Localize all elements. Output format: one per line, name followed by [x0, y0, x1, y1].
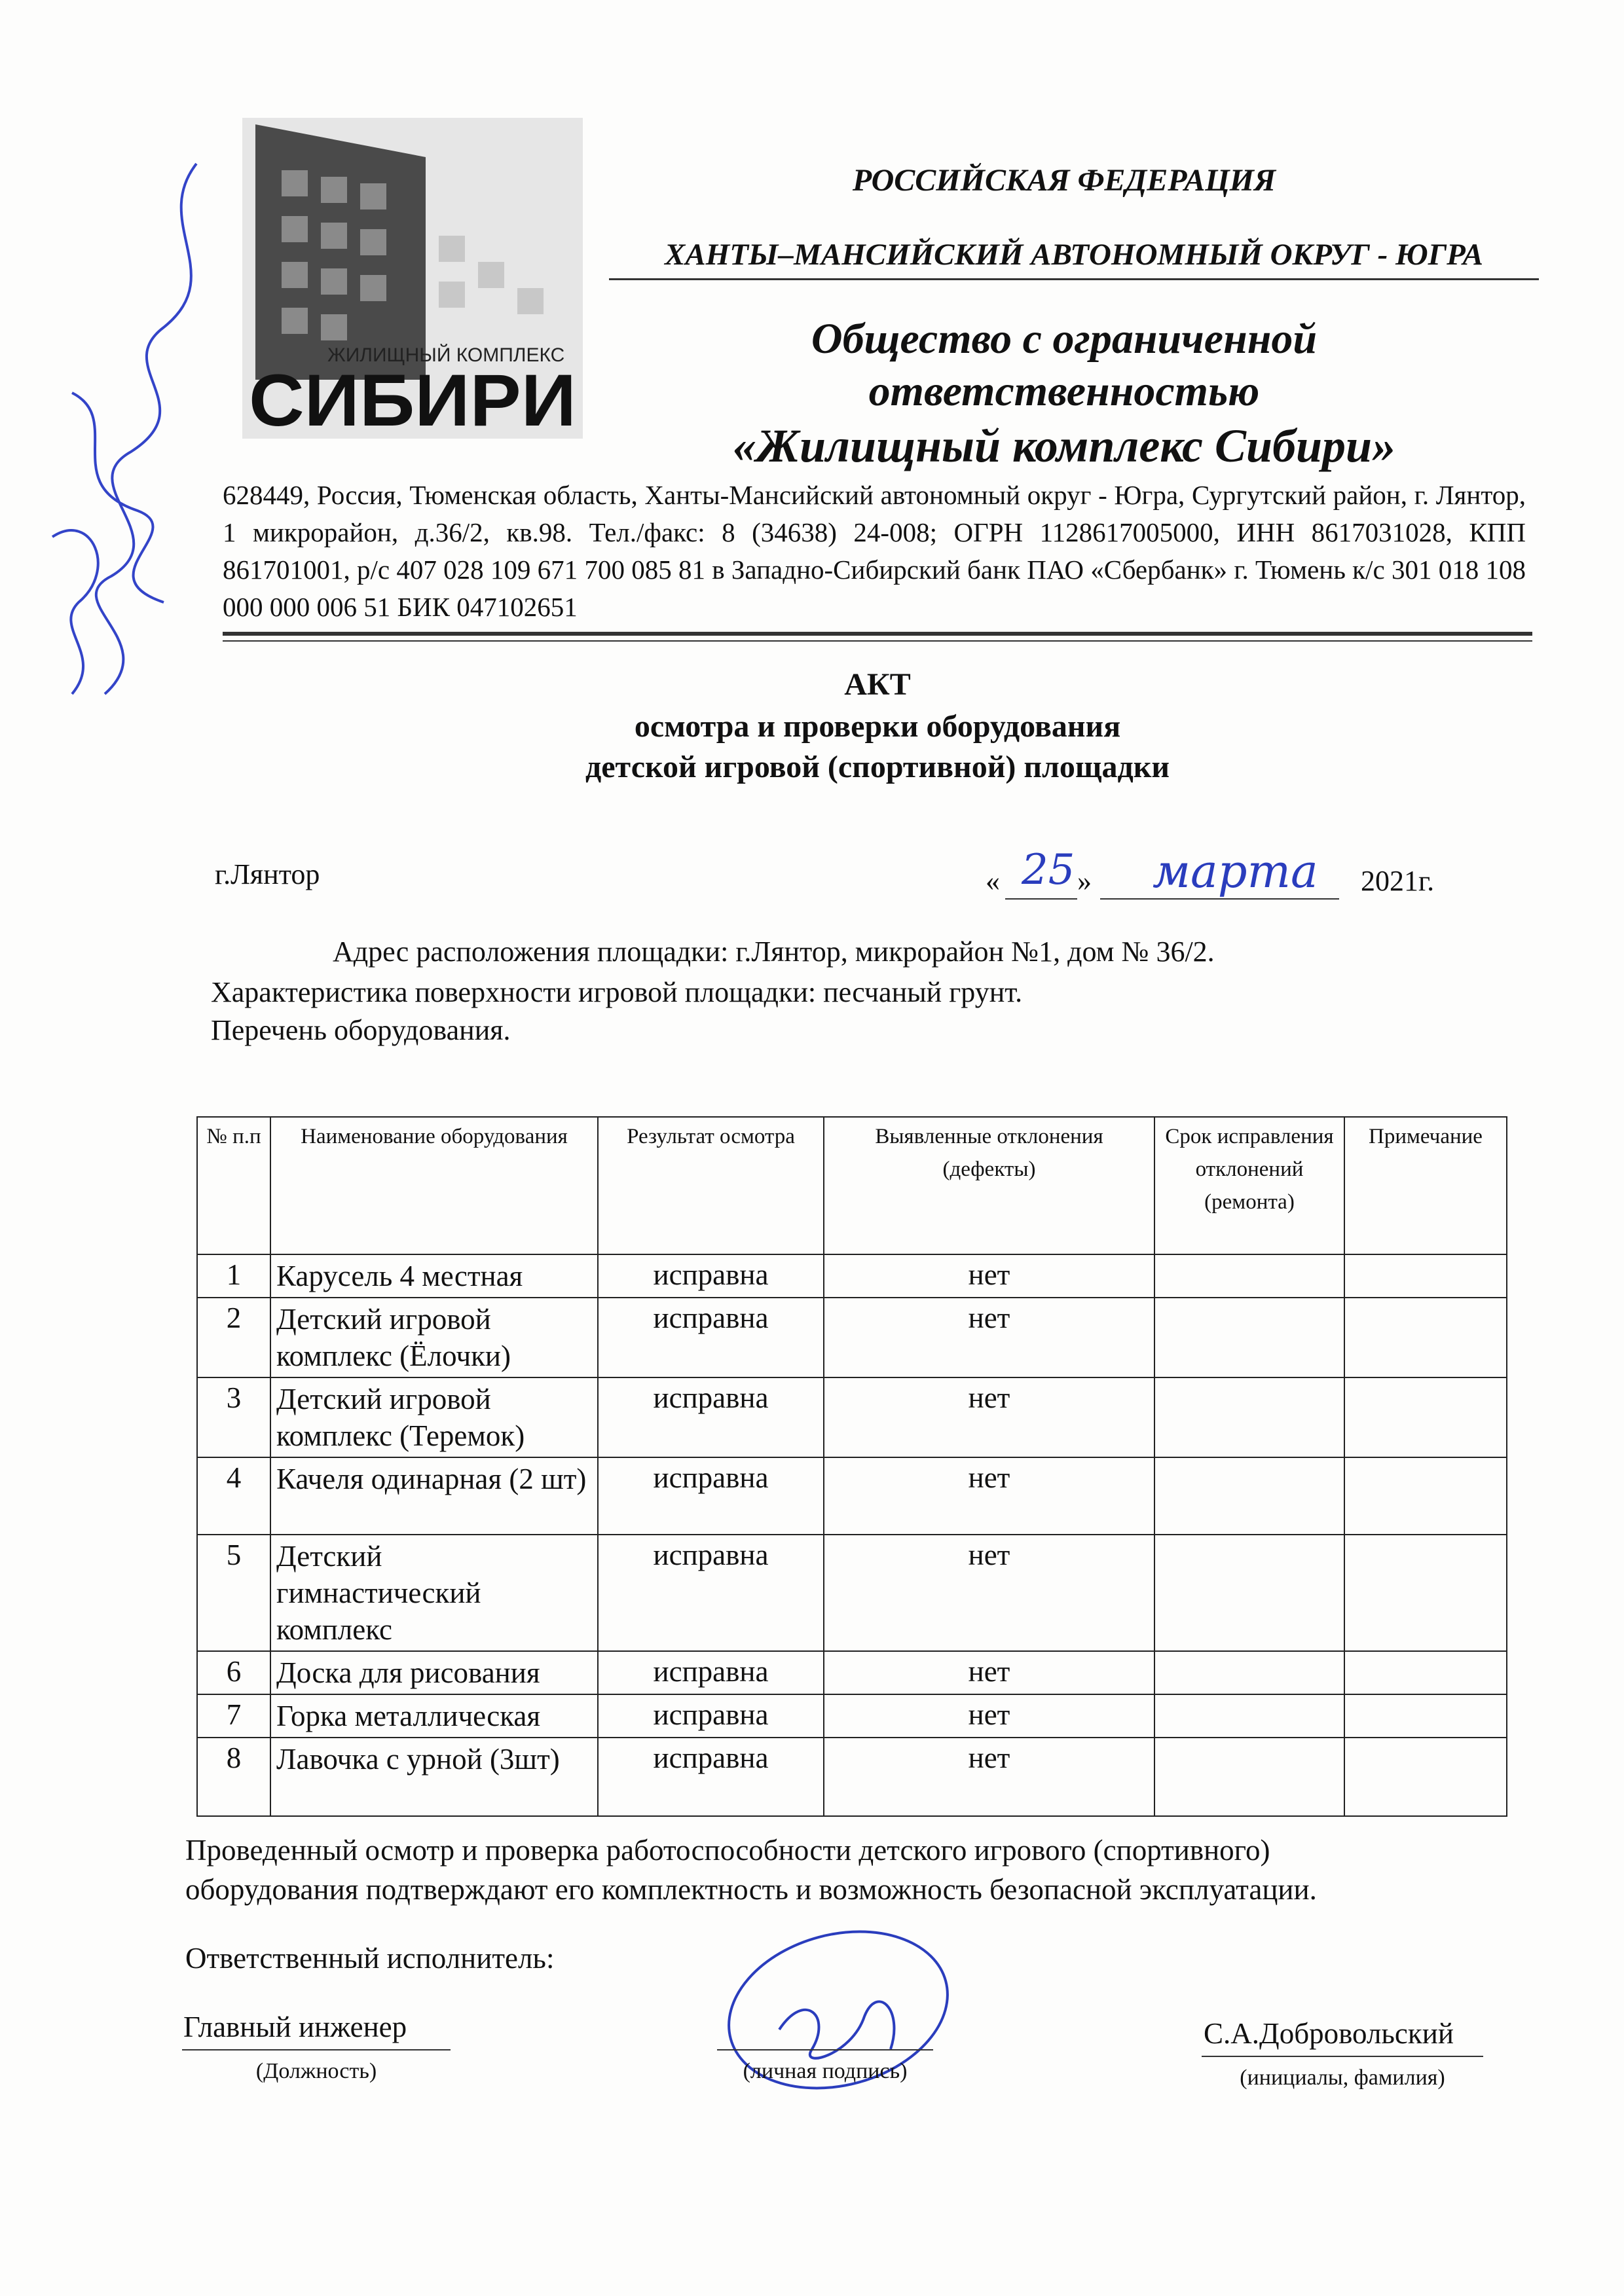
logo-top-text: ЖИЛИЩНЫЙ КОМПЛЕКС [327, 344, 565, 366]
row-term [1154, 1694, 1344, 1738]
row-term [1154, 1457, 1344, 1535]
row-name: Карусель 4 местная [270, 1254, 598, 1298]
header-divider-thin [223, 640, 1532, 642]
position-value: Главный инженер [183, 2011, 407, 2043]
org-name-line1: Общество с ограниченной [811, 315, 1318, 363]
row-term [1154, 1254, 1344, 1298]
col-header-result: Результат осмотра [598, 1117, 824, 1254]
act-subtitle-2: детской игровой (спортивной) площадки [585, 750, 1170, 784]
row-number: 3 [197, 1377, 270, 1457]
col-header-number: № п.п [197, 1117, 270, 1254]
col-header-term: Срок исправления отклонений (ремонта) [1154, 1117, 1344, 1254]
row-result: исправна [598, 1298, 824, 1377]
position-underline [182, 2049, 451, 2050]
row-name: Лавочка с урной (3шт) [270, 1738, 598, 1816]
row-note [1344, 1254, 1507, 1298]
row-name: Детский игровой комплекс (Теремок) [270, 1377, 598, 1457]
row-name: Горка металлическая [270, 1694, 598, 1738]
row-defects: нет [824, 1457, 1154, 1535]
row-name: Доска для рисования [270, 1651, 598, 1694]
date-year: 2021г. [1361, 865, 1435, 897]
row-note [1344, 1694, 1507, 1738]
date-day-underline [1005, 898, 1077, 900]
row-result: исправна [598, 1694, 824, 1738]
row-number: 1 [197, 1254, 270, 1298]
row-defects: нет [824, 1535, 1154, 1651]
row-defects: нет [824, 1254, 1154, 1298]
row-term [1154, 1377, 1344, 1457]
act-title: АКТ [844, 667, 911, 702]
signature-underline [717, 2049, 933, 2050]
logo-main-text: СИБИРИ [249, 359, 576, 439]
row-note [1344, 1651, 1507, 1694]
table-row [197, 1254, 1507, 1298]
country-heading: РОССИЙСКАЯ ФЕДЕРАЦИЯ [852, 163, 1276, 198]
company-logo [242, 118, 583, 439]
company-requisites: 628449, Россия, Тюменская область, Ханты-Мансийский автономный округ - Югра, Сургутский район, г. Лянтор, 1 микрорайон, д.36/2, кв.98. Тел./факс: 8 (34638) 24-008; ОГРН 1128617005000, ИНН 8617031028, КПП 861701001, р/с 407 028 109 671 700 085 81 в Западно-Сибирский банк ПАО «Сбербанк» г. Тюмень к/с 301 018 108 000 000 006 51 БИК 047102651 [223, 480, 1526, 622]
row-defects: нет [824, 1738, 1154, 1816]
equipment-table [196, 1116, 1507, 1817]
row-defects: нет [824, 1298, 1154, 1377]
row-name: Детский игровой комплекс (Ёлочки) [270, 1298, 598, 1377]
position-caption: (Должность) [255, 2059, 377, 2083]
row-name: Качеля одинарная (2 шт) [270, 1457, 598, 1535]
row-number: 6 [197, 1651, 270, 1694]
act-subtitle-1: осмотра и проверки оборудования [634, 709, 1121, 744]
col-header-note: Примечание [1344, 1117, 1507, 1254]
org-name-line2: ответственностью [868, 367, 1260, 415]
date-day: 25 [1022, 846, 1075, 894]
conclusion-line-1: Проведенный осмотр и проверка работоспособности детского игрового (спортивного) [185, 1834, 1270, 1867]
row-note [1344, 1377, 1507, 1457]
row-name: Детский гимнастический комплекс [270, 1535, 598, 1651]
row-defects: нет [824, 1694, 1154, 1738]
signer-name-caption: (инициалы, фамилия) [1240, 2066, 1445, 2090]
col-header-defects: Выявленные отклонения (дефекты) [824, 1117, 1154, 1254]
row-number: 7 [197, 1694, 270, 1738]
date-month-underline [1100, 898, 1339, 900]
row-term [1154, 1298, 1344, 1377]
region-underline [609, 278, 1539, 280]
table-row [197, 1298, 1507, 1377]
row-note [1344, 1298, 1507, 1377]
table-row [197, 1377, 1507, 1457]
table-row [197, 1651, 1507, 1694]
equipment-list-label: Перечень оборудования. [211, 1014, 511, 1046]
responsible-label: Ответственный исполнитель: [185, 1942, 555, 1975]
header-divider-thick [223, 632, 1532, 636]
org-name-line3: «Жилищный комплекс Сибири» [732, 420, 1396, 472]
signature-caption: (личная подпись) [743, 2059, 908, 2083]
col-header-name: Наименование оборудования [270, 1117, 598, 1254]
date-month: марта [1153, 845, 1318, 898]
row-number: 4 [197, 1457, 270, 1535]
date-quote-close: » [1077, 865, 1092, 897]
row-defects: нет [824, 1651, 1154, 1694]
row-term [1154, 1535, 1344, 1651]
row-note [1344, 1457, 1507, 1535]
date-quote-open: « [986, 865, 1000, 897]
surface-description: Характеристика поверхности игровой площадки: песчаный грунт. [211, 976, 1023, 1008]
conclusion-line-2: оборудования подтверждают его комплектность и возможность безопасной эксплуатации. [185, 1873, 1317, 1906]
row-note [1344, 1738, 1507, 1816]
signer-name-underline [1202, 2056, 1483, 2057]
building-logo-icon [242, 118, 583, 439]
region-heading: ХАНТЫ–МАНСИЙСКИЙ АВТОНОМНЫЙ ОКРУГ - ЮГРА [664, 238, 1484, 272]
row-defects: нет [824, 1377, 1154, 1457]
row-result: исправна [598, 1457, 824, 1535]
table-row [197, 1694, 1507, 1738]
table-header-row [197, 1117, 1507, 1254]
row-result: исправна [598, 1738, 824, 1816]
site-address: Адрес расположения площадки: г.Лянтор, микрорайон №1, дом № 36/2. [333, 936, 1215, 968]
table-row [197, 1457, 1507, 1535]
row-note [1344, 1535, 1507, 1651]
row-number: 8 [197, 1738, 270, 1816]
table-row [197, 1535, 1507, 1651]
city: г.Лянтор [215, 858, 320, 890]
handwritten-mark-icon [33, 144, 249, 720]
row-term [1154, 1738, 1344, 1816]
table-row [197, 1738, 1507, 1816]
row-number: 2 [197, 1298, 270, 1377]
row-result: исправна [598, 1651, 824, 1694]
row-number: 5 [197, 1535, 270, 1651]
row-term [1154, 1651, 1344, 1694]
row-result: исправна [598, 1254, 824, 1298]
signer-name: С.А.Добровольский [1204, 2017, 1454, 2050]
row-result: исправна [598, 1377, 824, 1457]
row-result: исправна [598, 1535, 824, 1651]
